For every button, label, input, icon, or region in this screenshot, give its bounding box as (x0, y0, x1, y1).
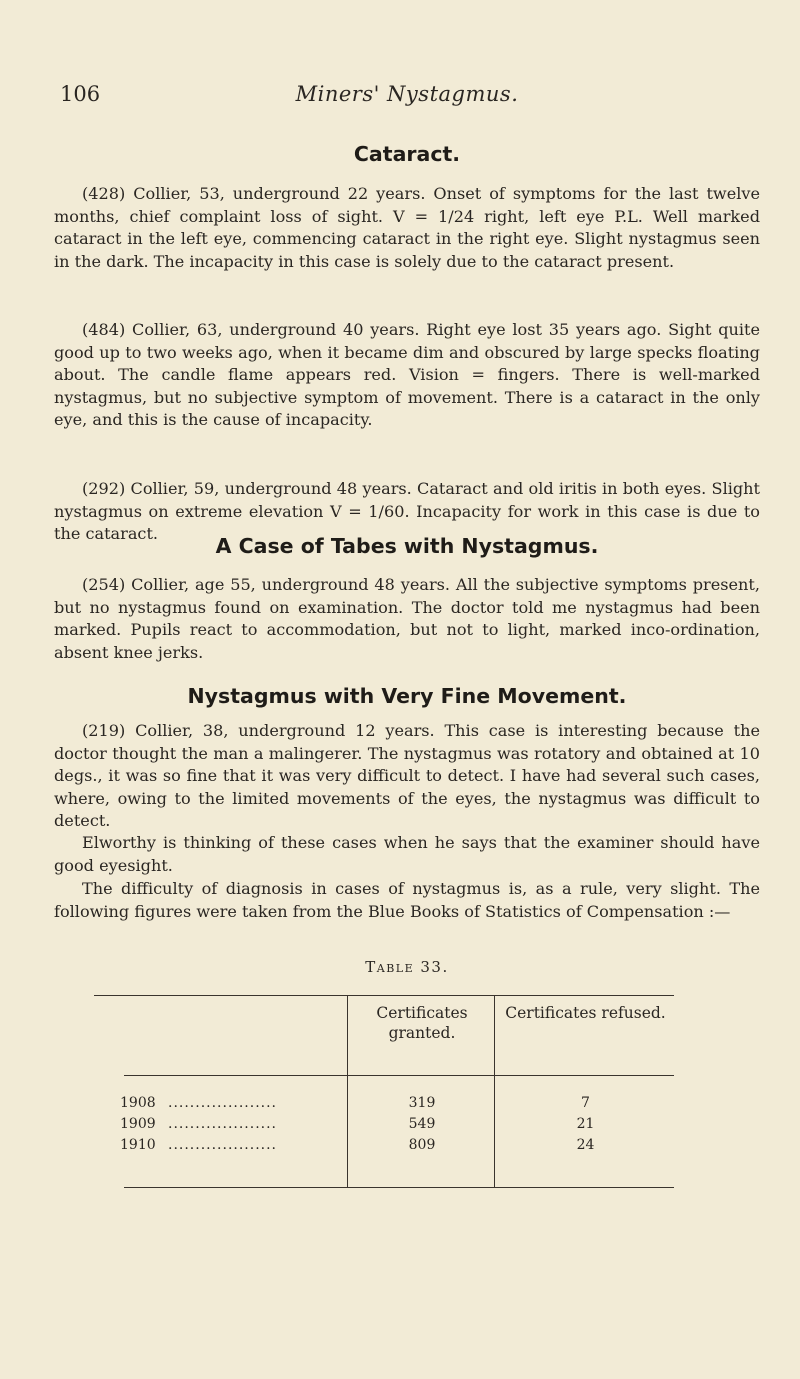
column-header-granted: Certificates granted. (376, 1004, 468, 1042)
leader-dots: .................... (168, 1095, 278, 1111)
running-head (54, 82, 760, 112)
row-granted: 549 (408, 1116, 436, 1132)
section-heading-cataract: Cataract. (353, 142, 461, 166)
table-divider-1 (347, 995, 348, 1187)
case-paragraph-219: (219) Collier, 38, underground 12 years. This case is interesting because the doctor thought the man a malingerer. The nystagmus was rotatory and obtained at 10 degs., it was so fine that it was very difficult to detect. I have had several such cases, where, owing to the limited movements of the eyes, the nystagmus was difficult to detect. (54, 721, 760, 831)
page-number: 106 (60, 82, 101, 106)
table-divider-2 (494, 995, 495, 1187)
running-title: Miners' Nystagmus. (295, 82, 519, 106)
column-header-refused: Certificates refused. (505, 1004, 666, 1022)
leader-dots: .................... (168, 1116, 278, 1132)
case-paragraph-292: (292) Collier, 59, underground 48 years. Cataract and old iritis in both eyes. Slight nystagmus on extreme elevation V = 1/60. Incapacity for work in this case is due to the cataract. (54, 479, 760, 544)
section-heading-tabes: A Case of Tabes with Nystagmus. (215, 534, 599, 558)
row-year: 1910 (120, 1137, 156, 1153)
table-row (84, 1116, 674, 1133)
row-granted: 319 (408, 1095, 436, 1111)
statistics-table (84, 995, 674, 1153)
table-row (84, 1095, 674, 1112)
paragraph-elworthy: Elworthy is thinking of these cases when he says that the examiner should have good eyesight. (54, 833, 760, 875)
case-paragraph-484: (484) Collier, 63, underground 40 years. Right eye lost 35 years ago. Sight quite good up to two weeks ago, when it became dim and obscured by large specks floating about. The candle flame appears red. Vision = fingers. There is well-marked nystagmus, but no subjective symptom of movement. There is a cataract in the only eye, and this is the cause of incapacity. (54, 320, 760, 430)
row-year: 1909 (120, 1116, 156, 1132)
table-rule-bottom (124, 1187, 674, 1188)
case-paragraph-428: (428) Collier, 53, underground 22 years. Onset of symptoms for the last twelve months, chief complaint loss of sight. V = 1/24 right, left eye P.L. Well marked cataract in the left eye, commencing cataract in the right eye. Slight nystagmus seen in the dark. The incapacity in this case is solely due to the cataract present. (54, 184, 760, 271)
table-rule-header (124, 1075, 674, 1076)
row-granted: 809 (408, 1137, 436, 1153)
row-year: 1908 (120, 1095, 156, 1111)
row-refused: 7 (581, 1095, 590, 1111)
table-row (84, 1137, 674, 1154)
table-title: Table 33. (365, 958, 449, 976)
section-heading-fine-movement: Nystagmus with Very Fine Movement. (187, 684, 627, 708)
case-paragraph-254: (254) Collier, age 55, underground 48 years. All the subjective symptoms present, but no nystagmus found on examination. The doctor told me nystagmus had been marked. Pupils react to accommodation, but not to light, marked inco-ordination, absent knee jerks. (54, 575, 760, 662)
row-refused: 21 (576, 1116, 595, 1132)
row-refused: 24 (576, 1137, 595, 1153)
table-rule-top (94, 995, 674, 996)
leader-dots: .................... (168, 1137, 278, 1153)
paragraph-difficulty: The difficulty of diagnosis in cases of nystagmus is, as a rule, very slight. The following figures were taken from the Blue Books of Statistics of Compensation :— (54, 879, 760, 921)
